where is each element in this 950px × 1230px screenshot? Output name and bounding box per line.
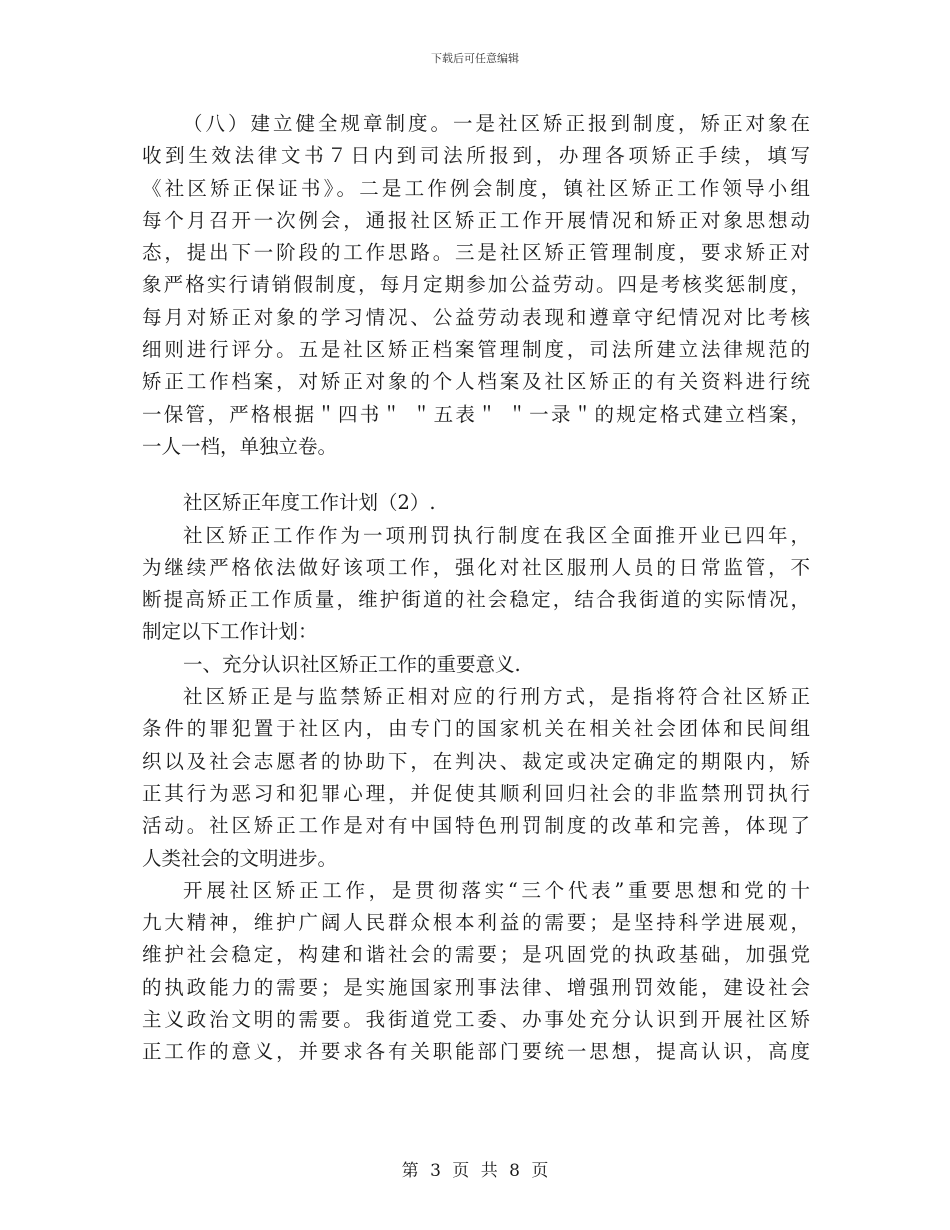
paragraph-line: 象严格实行请销假制度，每月定期参加公益劳动。四是考核奖惩制度， (142, 273, 810, 297)
paragraph-line: 一人一档，单独立卷。 (142, 434, 338, 458)
paragraph-line: 开展社区矫正工作，是贯彻落实“三个代表”重要思想和党的十 (183, 878, 810, 902)
section-work-plan (142, 487, 810, 1068)
paragraph-line: 一保管，严格根据＂四书＂ ＂五表＂ ＂一录＂的规定格式建立档案， (142, 402, 810, 426)
paragraph-line: 态，提出下一阶段的工作思路。三是社区矫正管理制度，要求矫正对 (142, 241, 810, 265)
paragraph-line: 正工作的意义，并要求各有关职能部门要统一思想，提高认识，高度 (142, 1040, 810, 1064)
paragraph-line: 细则进行评分。五是社区矫正档案管理制度，司法所建立法律规范的 (142, 338, 810, 362)
paragraph-line: 收到生效法律文书７日内到司法所报到，办理各项矫正手续，填写 (142, 144, 810, 168)
section-heading: 一、充分认识社区矫正工作的重要意义. (183, 652, 521, 676)
paragraph-line: 社区矫正工作作为一项刑罚执行制度在我区全面推开业已四年， (183, 523, 810, 547)
paragraph-line: 为继续严格依法做好该项工作，强化对社区服刑人员的日常监管，不 (142, 555, 810, 579)
paragraph-line: 每个月召开一次例会，通报社区矫正工作开展情况和矫正对象思想动 (142, 208, 810, 232)
paragraph-line: 社区矫正是与监禁矫正相对应的行刑方式，是指将符合社区矫正 (183, 685, 810, 709)
paragraph-line: （八）建立健全规章制度。一是社区矫正报到制度，矫正对象在 (183, 112, 810, 135)
paragraph-line: 条件的罪犯置于社区内，由专门的国家机关在相关社会团体和民间组 (142, 717, 810, 741)
paragraph-line: 人类社会的文明进步。 (142, 846, 338, 870)
paragraph-line: 的执政能力的需要；是实施国家刑事法律、增强刑罚效能，建设社会 (142, 975, 810, 999)
paragraph-line: 《社区矫正保证书》。二是工作例会制度，镇社区矫正工作领导小组 (142, 176, 810, 200)
page-footer: 第 3 页 共 8 页 (401, 1161, 549, 1181)
paragraph-line: 制定以下工作计划： (142, 620, 318, 644)
paragraph-line: 活动。社区矫正工作是对有中国特色刑罚制度的改革和完善，体现了 (142, 814, 810, 838)
paragraph-line: 正其行为恶习和犯罪心理，并促使其顺利回归社会的非监禁刑罚执行 (142, 781, 810, 805)
paragraph-line: 织以及社会志愿者的协助下，在判决、裁定或决定确定的期限内，矫 (142, 749, 810, 773)
paragraph-line: 维护社会稳定，构建和谐社会的需要；是巩固党的执政基础，加强党 (142, 943, 810, 967)
paragraph-line: 断提高矫正工作质量，维护街道的社会稳定，结合我街道的实际情况， (142, 588, 810, 612)
paragraph-line: 每月对矫正对象的学习情况、公益劳动表现和遵章守纪情况对比考核 (142, 305, 810, 329)
paragraph-line: 主义政治文明的需要。我街道党工委、办事处充分认识到开展社区矫 (142, 1008, 810, 1032)
section-regulations (142, 108, 810, 463)
section-title: 社区矫正年度工作计划（2）. (183, 491, 436, 515)
paragraph-line: 矫正工作档案，对矫正对象的个人档案及社区矫正的有关资料进行统 (142, 370, 810, 394)
document-body (142, 108, 810, 1069)
page-header: 下载后可任意编辑 (431, 52, 519, 65)
paragraph-line: 九大精神，维护广阔人民群众根本利益的需要；是坚持科学进展观， (142, 911, 810, 935)
section-gap (142, 463, 810, 487)
